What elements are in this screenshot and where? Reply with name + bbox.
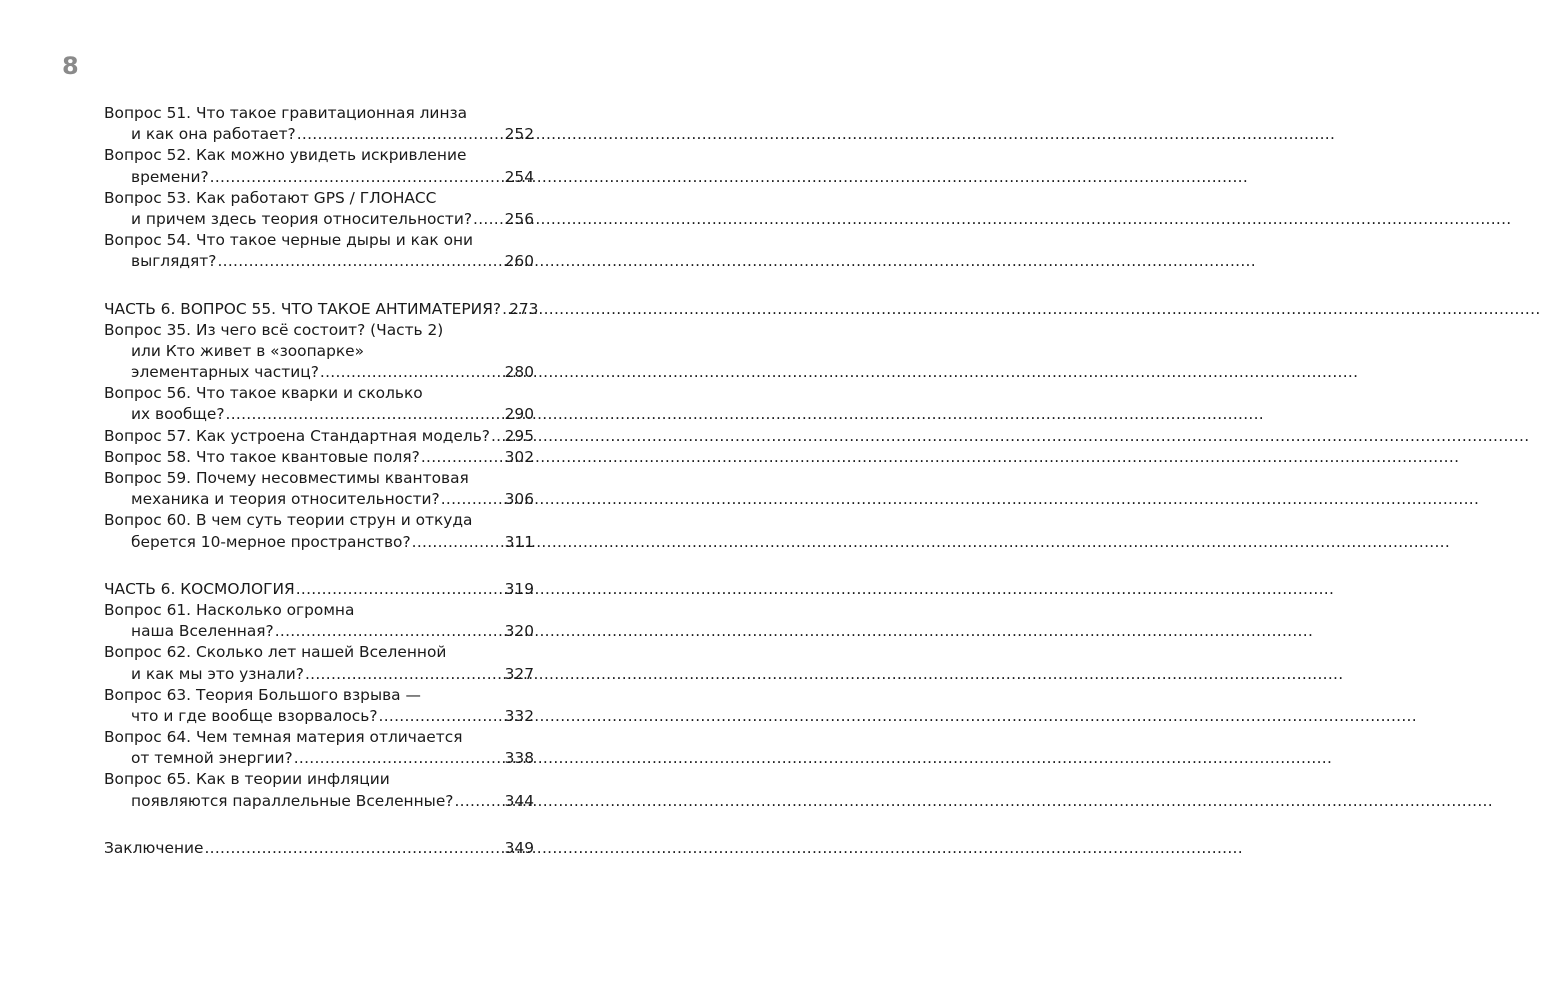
toc-line — [104, 727, 534, 748]
dot-leader — [412, 532, 504, 553]
toc-question-entry — [104, 447, 534, 468]
toc-line — [104, 167, 534, 188]
toc-line — [104, 510, 534, 531]
toc-question-entry — [104, 642, 534, 684]
section-gap — [104, 812, 534, 838]
toc-part-entry — [104, 579, 534, 600]
toc-question-entry — [104, 600, 534, 642]
toc-page-number: 290 — [504, 405, 534, 424]
toc-line — [104, 124, 534, 145]
toc-line — [104, 404, 534, 425]
toc-page-number: 302 — [504, 447, 534, 466]
toc-entry-title: берется 10-мерное пространство? — [131, 532, 411, 551]
toc-line — [104, 838, 534, 859]
dot-leader — [217, 251, 503, 272]
section-gap — [104, 553, 534, 579]
toc-question-entry — [104, 727, 534, 769]
section-gap — [104, 273, 534, 299]
dot-leader — [379, 706, 504, 727]
toc-part-entry — [104, 299, 539, 320]
toc-question-entry — [104, 230, 534, 272]
toc-line — [104, 251, 534, 272]
dot-leader — [297, 124, 504, 145]
page-number: 8 — [62, 52, 79, 80]
toc-question-entry — [104, 383, 534, 425]
toc-page-number: 252 — [504, 125, 534, 144]
toc-question-entry — [104, 769, 534, 811]
toc-page-number: 332 — [504, 706, 534, 725]
dot-leader — [275, 621, 504, 642]
toc-entry-title: Вопрос 52. Как можно увидеть искривление — [104, 146, 467, 165]
toc-page-number: 311 — [504, 532, 534, 551]
dot-leader — [320, 362, 504, 383]
toc-line — [104, 209, 534, 230]
dot-leader — [502, 299, 508, 320]
toc-entry-title: Вопрос 60. В чем суть теории струн и откуда — [104, 511, 473, 530]
toc-entry-title: Вопрос 57. Как устроена Стандартная модель? — [104, 426, 490, 445]
toc-line — [104, 230, 534, 251]
toc-page-number: 320 — [504, 622, 534, 641]
toc-line — [104, 468, 534, 489]
toc-line — [104, 362, 534, 383]
toc-entry-title: ЧАСТЬ 6. ВОПРОС 55. ЧТО ТАКОЕ АНТИМАТЕРИЯ? — [104, 299, 502, 318]
toc-question-entry — [104, 320, 534, 384]
toc-question-entry — [104, 685, 534, 727]
toc-line — [104, 579, 534, 600]
toc-line — [104, 748, 534, 769]
toc-page-number: 280 — [504, 363, 534, 382]
toc-page-number: 344 — [504, 791, 534, 810]
toc-question-entry — [104, 145, 534, 187]
toc-line — [104, 642, 534, 663]
toc-entry-title: Вопрос 58. Что такое квантовые поля? — [104, 447, 420, 466]
toc-line — [104, 600, 534, 621]
toc-page-number: 273 — [509, 299, 539, 318]
table-of-contents — [104, 103, 539, 859]
toc-question-entry — [104, 188, 534, 230]
toc-entry-title: Вопрос 35. Из чего всё состоит? (Часть 2) — [104, 320, 444, 339]
dot-leader — [473, 209, 504, 230]
toc-entry-title: Заключение — [104, 838, 204, 857]
toc-question-entry — [104, 510, 534, 552]
toc-entry-title: и как мы это узнали? — [131, 664, 304, 683]
dot-leader — [491, 426, 504, 447]
toc-entry-title: Вопрос 62. Сколько лет нашей Вселенной — [104, 643, 447, 662]
toc-page-number: 260 — [504, 252, 534, 271]
dot-leader — [294, 748, 504, 769]
toc-line — [104, 664, 534, 685]
toc-page-number: 306 — [504, 490, 534, 509]
toc-line — [104, 383, 534, 404]
toc-entry-title: Вопрос 54. Что такое черные дыры и как они — [104, 231, 474, 250]
toc-line — [104, 532, 534, 553]
dot-leader — [454, 791, 503, 812]
toc-line — [104, 489, 534, 510]
toc-entry-title: Вопрос 63. Теория Большого взрыва — — [104, 685, 421, 704]
toc-line — [104, 769, 534, 790]
toc-question-entry — [104, 468, 534, 510]
dot-leader — [226, 404, 504, 425]
toc-line — [104, 103, 534, 124]
toc-entry-title: или Кто живет в «зоопарке» — [131, 341, 365, 360]
toc-entry-title: Вопрос 53. Как работают GPS / ГЛОНАСС — [104, 188, 437, 207]
toc-question-entry — [104, 103, 534, 145]
dot-leader — [305, 664, 504, 685]
dot-leader — [210, 167, 504, 188]
toc-entry-title: Вопрос 64. Чем темная материя отличается — [104, 728, 463, 747]
toc-entry-title: что и где вообще взорвалось? — [131, 706, 378, 725]
toc-line — [104, 299, 539, 320]
dot-leader — [204, 838, 503, 859]
toc-page-number: 327 — [504, 664, 534, 683]
toc-entry-title: времени? — [131, 167, 209, 186]
toc-page-number: 295 — [504, 426, 534, 445]
toc-line — [104, 621, 534, 642]
toc-entry-title: Вопрос 61. Насколько огромна — [104, 600, 355, 619]
toc-line — [104, 341, 534, 362]
dot-leader — [421, 447, 504, 468]
toc-line — [104, 791, 534, 812]
toc-entry-title: и причем здесь теория относительности? — [131, 209, 473, 228]
toc-entry-title: ЧАСТЬ 6. КОСМОЛОГИЯ — [104, 579, 295, 598]
toc-line — [104, 447, 534, 468]
toc-entry-title: и как она работает? — [131, 125, 296, 144]
toc-entry-title: от темной энергии? — [131, 749, 293, 768]
toc-entry-title: выглядят? — [131, 252, 217, 271]
toc-line — [104, 706, 534, 727]
dot-leader — [441, 489, 504, 510]
toc-question-entry — [104, 426, 534, 447]
dot-leader — [296, 579, 504, 600]
toc-page-number: 319 — [504, 579, 534, 598]
toc-entry-title: Вопрос 59. Почему несовместимы квантовая — [104, 469, 469, 487]
toc-entry-title: наша Вселенная? — [131, 622, 274, 641]
toc-page-number: 254 — [504, 167, 534, 186]
toc-page-number: 256 — [504, 209, 534, 228]
toc-entry-title: Вопрос 65. Как в теории инфляции — [104, 770, 390, 789]
toc-page-number: 349 — [504, 838, 534, 857]
toc-entry-title: Вопрос 51. Что такое гравитационная линза — [104, 104, 468, 122]
toc-entry-title: появляются параллельные Вселенные? — [131, 791, 454, 810]
toc-part-entry — [104, 838, 534, 859]
toc-entry-title: механика и теория относительности? — [131, 490, 440, 509]
toc-line — [104, 145, 534, 166]
toc-line — [104, 188, 534, 209]
toc-entry-title: Вопрос 56. Что такое кварки и сколько — [104, 384, 423, 403]
toc-entry-title: элементарных частиц? — [131, 363, 319, 382]
toc-line — [104, 320, 534, 341]
toc-entry-title: их вообще? — [131, 405, 225, 424]
toc-line — [104, 685, 534, 706]
toc-page-number: 338 — [504, 749, 534, 768]
toc-line — [104, 426, 534, 447]
